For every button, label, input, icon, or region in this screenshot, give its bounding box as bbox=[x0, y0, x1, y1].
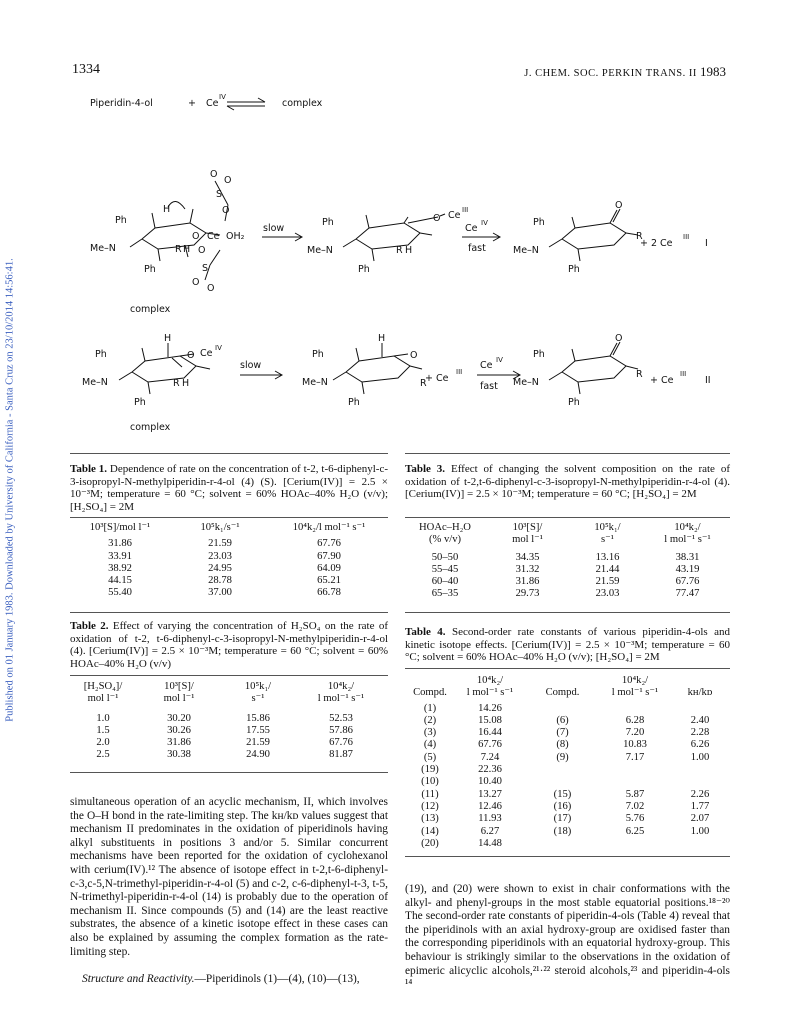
table-cell: 38.31 bbox=[675, 551, 700, 563]
download-notice: Published on 01 January 1983. Downloaded by University of California - Santa Cruz on 23/10/2014 14:56:41. bbox=[4, 258, 16, 722]
table4-header bbox=[525, 675, 600, 687]
s1-ce: Ce bbox=[207, 231, 220, 242]
eq-plus: + bbox=[188, 98, 196, 109]
table-cell: (17) bbox=[553, 813, 572, 825]
table-cell: 10.83 bbox=[623, 739, 647, 751]
table2-header: [H₂SO₄]/ bbox=[83, 681, 123, 692]
table-row bbox=[405, 703, 730, 715]
table-cell: 67.76 bbox=[675, 576, 700, 588]
eq-reactant: Piperidin-4-ol bbox=[90, 98, 153, 109]
s1-ph-bottom: Ph bbox=[144, 264, 156, 275]
table-cell: 52.53 bbox=[329, 712, 353, 724]
table-cell bbox=[670, 776, 730, 788]
table-cell: 31.86 bbox=[515, 576, 540, 588]
p1-r: R bbox=[636, 231, 643, 242]
table3-header: s⁻¹ bbox=[601, 534, 614, 546]
slow-label-1: slow bbox=[263, 223, 285, 234]
table-row bbox=[70, 725, 388, 737]
table-cell: 6.26 bbox=[690, 739, 710, 751]
table2-header: 10³[S]/ bbox=[164, 681, 194, 692]
table-row bbox=[405, 813, 730, 825]
s1-h2: H bbox=[183, 244, 191, 255]
r2b-h: H bbox=[378, 333, 386, 344]
table-cell: 2.5 bbox=[96, 749, 110, 761]
table-row bbox=[405, 564, 730, 576]
table-cell: (9) bbox=[556, 751, 569, 763]
p1-ph-top: Ph bbox=[533, 217, 545, 228]
table2-header: mol l⁻¹ bbox=[163, 693, 195, 705]
table2-header: 10⁴k₂/ bbox=[327, 681, 355, 692]
table-cell: 55–45 bbox=[431, 563, 459, 575]
path-II-mid-ox: III bbox=[456, 368, 463, 376]
table-cell: 67.90 bbox=[317, 550, 341, 562]
table-cell: 29.73 bbox=[515, 588, 540, 600]
table2-rule-top bbox=[70, 675, 388, 676]
table-cell bbox=[670, 703, 730, 715]
table-cell: (2) bbox=[423, 714, 437, 726]
table-cell: 77.47 bbox=[675, 588, 700, 600]
table2 bbox=[70, 681, 388, 762]
table-row bbox=[405, 838, 730, 850]
fast-label-1: fast bbox=[468, 243, 486, 254]
table3-header: l mol⁻¹ s⁻¹ bbox=[664, 534, 711, 546]
table3-header: mol l⁻¹ bbox=[512, 534, 543, 546]
table4 bbox=[405, 675, 730, 850]
table1-label: Table 1. bbox=[70, 463, 108, 475]
table-cell: 1.00 bbox=[690, 751, 710, 763]
table-row bbox=[70, 749, 388, 761]
table-cell: 1.77 bbox=[690, 800, 710, 812]
table-cell: 11.93 bbox=[478, 813, 502, 825]
table1-rule-bottom bbox=[70, 612, 388, 613]
s1-men: Me–N bbox=[90, 243, 116, 254]
s2-ph-bottom: Ph bbox=[358, 264, 370, 275]
table3-header: 10⁵k₁/ bbox=[594, 522, 621, 533]
s2-men: Me–N bbox=[307, 245, 333, 256]
r2b-ph-bottom: Ph bbox=[348, 397, 360, 408]
body-text-left-2 bbox=[70, 973, 388, 987]
table-row bbox=[405, 588, 730, 600]
table3-header: 10⁴k₂/ bbox=[674, 522, 701, 533]
p1-ph-bottom: Ph bbox=[568, 264, 580, 275]
r2-ph-bottom: Ph bbox=[134, 397, 146, 408]
table-cell: 65–35 bbox=[431, 588, 459, 600]
table-cell: 30.38 bbox=[167, 749, 191, 761]
r2-ce-ox: IV bbox=[215, 344, 222, 352]
table-cell: 31.86 bbox=[167, 737, 191, 749]
table-cell: (6) bbox=[556, 714, 569, 726]
table2-label: Table 2. bbox=[70, 620, 109, 632]
table-cell: (11) bbox=[421, 788, 439, 800]
table-cell: 5.87 bbox=[625, 788, 645, 800]
path-II-product: + Ce bbox=[650, 375, 674, 386]
table-cell: (14) bbox=[421, 825, 439, 837]
table-cell bbox=[525, 703, 600, 715]
table-cell: 23.03 bbox=[208, 550, 232, 562]
table-cell: 28.78 bbox=[208, 575, 232, 587]
table3-header: HOAc–H₂O bbox=[419, 522, 471, 533]
table-cell: 5.76 bbox=[625, 813, 645, 825]
table-cell: (5) bbox=[423, 751, 437, 763]
table-cell: 2.28 bbox=[690, 727, 710, 739]
table-cell: 12.46 bbox=[478, 800, 502, 812]
rule-right-top bbox=[405, 453, 730, 454]
table-cell: (10) bbox=[421, 776, 439, 788]
table4-caption bbox=[405, 626, 730, 664]
r2b-o: O bbox=[410, 350, 418, 361]
table-cell: 15.86 bbox=[246, 712, 270, 724]
table-row bbox=[405, 752, 730, 764]
download-watermark bbox=[2, 150, 18, 830]
roman-I: I bbox=[705, 238, 708, 249]
table-row bbox=[405, 576, 730, 588]
table-cell: 21.59 bbox=[246, 737, 270, 749]
table-cell bbox=[525, 838, 600, 850]
table-cell: 6.25 bbox=[625, 825, 645, 837]
table-cell: 7.24 bbox=[480, 751, 500, 763]
table-cell: 2.26 bbox=[690, 788, 710, 800]
table3-header: 10³[S]/ bbox=[512, 522, 543, 533]
table-cell: 21.44 bbox=[595, 563, 620, 575]
reaction-scheme bbox=[60, 85, 740, 440]
table-cell: 1.00 bbox=[690, 825, 710, 837]
p2-o: O bbox=[615, 333, 623, 344]
p1-men: Me–N bbox=[513, 245, 539, 256]
table-cell: 57.86 bbox=[329, 724, 353, 736]
table-cell: 2.40 bbox=[690, 714, 710, 726]
table4-header: kʜ/kᴅ bbox=[687, 687, 713, 699]
journal-name: J. CHEM. SOC. PERKIN TRANS. II bbox=[524, 68, 697, 79]
table-cell: 17.55 bbox=[246, 724, 270, 736]
s2-ph-top: Ph bbox=[322, 217, 334, 228]
table-row bbox=[405, 739, 730, 751]
p2-ph-top: Ph bbox=[533, 349, 545, 360]
table-row bbox=[70, 587, 388, 599]
fast-ce-1: Ce bbox=[465, 223, 478, 234]
table-cell: (15) bbox=[553, 788, 572, 800]
fast-label-2: fast bbox=[480, 381, 498, 392]
section-heading: Structure and Reactivity. bbox=[82, 973, 195, 985]
table-cell bbox=[600, 776, 670, 788]
table4-header bbox=[670, 675, 730, 687]
table3 bbox=[405, 522, 730, 601]
table-cell: 10.40 bbox=[478, 776, 502, 788]
table4-rule-bottom bbox=[405, 856, 730, 857]
table-row bbox=[405, 715, 730, 727]
table-row bbox=[405, 801, 730, 813]
table-cell: (8) bbox=[556, 739, 569, 751]
r2-o: O bbox=[187, 350, 195, 361]
fast-ce-2: Ce bbox=[480, 360, 493, 371]
table-cell: (1) bbox=[423, 702, 437, 714]
fast-ce-ox-1: IV bbox=[481, 219, 488, 227]
table-cell: 21.59 bbox=[595, 576, 620, 588]
path-I-product: + 2 Ce bbox=[640, 238, 673, 249]
page-number: 1334 bbox=[72, 62, 100, 77]
s1-o-bottom2: O bbox=[207, 283, 215, 294]
table-cell: 64.09 bbox=[317, 562, 341, 574]
p2-men: Me–N bbox=[513, 377, 539, 388]
table-cell: 37.00 bbox=[208, 587, 232, 599]
roman-II: II bbox=[705, 375, 711, 386]
table-cell bbox=[525, 776, 600, 788]
table-cell: 23.03 bbox=[595, 588, 620, 600]
table2-header: s⁻¹ bbox=[251, 693, 265, 705]
table-row bbox=[405, 552, 730, 564]
table1-header: 10⁵k₁/s⁻¹ bbox=[200, 522, 240, 533]
table-cell: (4) bbox=[423, 739, 437, 751]
rule-left-top bbox=[70, 453, 388, 454]
table-cell: 6.28 bbox=[625, 714, 645, 726]
table4-header: Compd. bbox=[413, 687, 447, 699]
table-cell: 22.36 bbox=[478, 764, 502, 776]
path-I-ce-ox: III bbox=[683, 233, 690, 241]
eq-product: complex bbox=[282, 98, 323, 109]
s2-o: O bbox=[433, 213, 441, 224]
table-cell: 65.21 bbox=[317, 575, 341, 587]
table1-caption-text: Dependence of rate on the concentration of t-2, t-6-diphenyl-c-3-isopropyl-N-methylpiperidin-r-4-ol (4) (S). [Cerium(IV)] = 2.5 × 10⁻³M; temperature = 60 °C; solvent = 60% HOAc–40% H₂O (v/v); [H₂SO₄] = 2M bbox=[70, 463, 389, 513]
table-cell bbox=[525, 764, 600, 776]
table-row bbox=[70, 713, 388, 725]
s1-o-top: O bbox=[210, 169, 218, 180]
s1-s-top: S bbox=[216, 189, 223, 200]
table2-header: l mol⁻¹ s⁻¹ bbox=[317, 693, 365, 705]
table4-header: l mol⁻¹ s⁻¹ bbox=[611, 687, 659, 699]
table1 bbox=[70, 522, 388, 600]
table4-header: l mol⁻¹ s⁻¹ bbox=[466, 687, 514, 699]
s1-o-bottom: O bbox=[192, 277, 200, 288]
table2-header: 10⁵k₁/ bbox=[244, 681, 272, 692]
table-row bbox=[70, 551, 388, 563]
s2-ce-ox: III bbox=[462, 206, 469, 214]
table-cell: 30.26 bbox=[167, 724, 191, 736]
running-head bbox=[524, 64, 726, 80]
table4-label: Table 4. bbox=[405, 626, 446, 638]
table-cell bbox=[670, 838, 730, 850]
table3-caption-text: Effect of changing the solvent composition on the rate of oxidation of t-2,t-6-diphenyl-c-3-isopropyl-N-methylpiperidin-r-4-ol (4). [Cerium(IV)] = 2.5 × 10⁻³M; temperature = 60 °C; [H₂SO₄] = 2M bbox=[405, 463, 731, 501]
table-cell: 7.17 bbox=[625, 751, 645, 763]
table-row bbox=[70, 575, 388, 587]
table2-header: mol l⁻¹ bbox=[87, 693, 119, 705]
paragraph: (19), and (20) were shown to exist in chair conformations with the alkyl- and phenyl-groups in the most stable equatorial positions.¹⁸⁻²⁰ The second-order rate constants of piperidin-4-ols (Table 4) reveal that the piperidinols with an axial hydroxy-group are oxidised faster than the corresponding piperidinols with an equatorial hydroxy-group. This behaviour is strikingly similar to the observations in the oxidation of epimeric alicyclic alcohols,²¹·²² steroid alcohols,²³ and piperidin-4-ols ¹⁴ bbox=[405, 883, 730, 991]
table4-header: 10⁴k₂/ bbox=[621, 675, 649, 686]
s1-r: R bbox=[175, 244, 182, 255]
path-II-mid-product: + Ce bbox=[425, 373, 449, 384]
table4-header: Compd. bbox=[545, 687, 580, 699]
s1-o-mid: O bbox=[222, 205, 230, 216]
eq-cerium-ox: IV bbox=[219, 93, 226, 101]
r2b-r: R bbox=[420, 378, 427, 389]
body-text-left bbox=[70, 796, 388, 959]
table-cell: 2.0 bbox=[96, 737, 110, 749]
s2-h: H bbox=[405, 245, 413, 256]
r2-r: R bbox=[173, 378, 180, 389]
table-cell: 6.27 bbox=[480, 825, 500, 837]
s1-ph-top: Ph bbox=[115, 215, 127, 226]
table-cell: 21.59 bbox=[208, 538, 232, 550]
table-cell: 14.48 bbox=[478, 837, 502, 849]
table2-rule-bottom bbox=[70, 772, 388, 773]
r2-ce: Ce bbox=[200, 348, 213, 359]
table-cell: 67.76 bbox=[317, 538, 341, 550]
table-cell: 30.20 bbox=[167, 712, 191, 724]
r2b-men: Me–N bbox=[302, 377, 328, 388]
table-cell: 67.76 bbox=[478, 739, 502, 751]
paragraph: simultaneous operation of an acyclic mechanism, II, which involves the O–H bond in the rate-limiting step. The kʜ/kᴅ values suggest that mechanism II predominates in the oxidation of piperidinols having alkyl substituents in positions 3 and/or 5. Similar concurrent mechanisms have been reported for the oxidation of cyclohexanol with cerium(IV).¹² The absence of isotope effect in t-2,t-6-diphenyl-c-3,c-5,N-trimethyl-piperidin-r-4-ol (5) and c-2, c-6-diphenyl-t-3, t-5, N-trimethyl-piperidin-r-4-ol (14) is probably due to the operation of mechanism II. Since compounds (5) and (14) are the least reactive substrates, the absence of a kinetic isotope effect in these cases can also be explained by assuming the complex formation as the rate-limiting step. bbox=[70, 796, 388, 958]
table-row bbox=[405, 764, 730, 776]
table-cell: 38.92 bbox=[108, 562, 132, 574]
s1-o-low: O bbox=[198, 245, 206, 256]
table-cell: 1.5 bbox=[96, 724, 110, 736]
table-cell: 1.0 bbox=[96, 712, 110, 724]
table-cell: (7) bbox=[556, 727, 569, 739]
table-cell: 50–50 bbox=[431, 551, 459, 563]
table-cell: 31.32 bbox=[515, 563, 540, 575]
table-cell: 43.19 bbox=[675, 563, 700, 575]
fast-ce-ox-2: IV bbox=[496, 356, 503, 364]
table-cell: 24.90 bbox=[246, 749, 270, 761]
eq-cerium: Ce bbox=[206, 98, 219, 109]
table-cell: 55.40 bbox=[108, 587, 132, 599]
table-cell bbox=[600, 764, 670, 776]
table-cell: 15.08 bbox=[478, 714, 502, 726]
table-row bbox=[70, 538, 388, 550]
r2-men: Me–N bbox=[82, 377, 108, 388]
p1-o: O bbox=[615, 200, 623, 211]
s1-h: H bbox=[163, 204, 171, 215]
r2-ph-top: Ph bbox=[95, 349, 107, 360]
table-cell: 34.35 bbox=[515, 551, 540, 563]
table-cell: 7.20 bbox=[625, 727, 645, 739]
r2-h: H bbox=[164, 333, 172, 344]
table-cell: 60–40 bbox=[431, 576, 459, 588]
r2-h2: H bbox=[182, 378, 190, 389]
complex-label-2: complex bbox=[130, 422, 171, 433]
table-cell: (3) bbox=[423, 727, 437, 739]
table-cell: 13.27 bbox=[478, 788, 502, 800]
table-cell: 31.86 bbox=[108, 538, 132, 550]
path-II-ce-ox: III bbox=[680, 370, 687, 378]
r2b-ph-top: Ph bbox=[312, 349, 324, 360]
table3-label: Table 3. bbox=[405, 463, 446, 475]
s2-r: R bbox=[396, 245, 403, 256]
table-cell: (13) bbox=[421, 813, 439, 825]
table-cell: (12) bbox=[421, 800, 439, 812]
table-cell: (18) bbox=[553, 825, 572, 837]
table1-rule-top bbox=[70, 517, 388, 518]
table-cell: 16.44 bbox=[478, 727, 502, 739]
table-cell: 13.16 bbox=[595, 551, 620, 563]
table-cell: (19) bbox=[421, 764, 439, 776]
table-cell: 2.07 bbox=[690, 813, 710, 825]
table4-header: 10⁴k₂/ bbox=[476, 675, 504, 686]
p2-r: R bbox=[636, 369, 643, 380]
table-cell: 7.02 bbox=[625, 800, 645, 812]
slow-label-2: slow bbox=[240, 360, 262, 371]
s1-o-link: O bbox=[192, 231, 200, 242]
table-row bbox=[70, 563, 388, 575]
table-cell: 66.78 bbox=[317, 587, 341, 599]
table2-caption bbox=[70, 620, 388, 670]
table2-caption-text: Effect of varying the concentration of H₂SO₄ on the rate of oxidation of t-2, t-6-diphenyl-c-3-isopropyl-N-methylpiperidin-r-4-ol (4). [Cerium(IV)] = 2.5 × 10⁻³M; temperature = 60 °C; solvent = 60% HOAc–40% H₂O (v/v) bbox=[70, 620, 389, 670]
table-cell bbox=[600, 703, 670, 715]
complex-label-1: complex bbox=[130, 304, 171, 315]
table1-header: 10³[S]/mol l⁻¹ bbox=[89, 522, 151, 533]
p2-ph-bottom: Ph bbox=[568, 397, 580, 408]
table-cell bbox=[670, 764, 730, 776]
table1-header: 10⁴k₂/l mol⁻¹ s⁻¹ bbox=[292, 522, 366, 533]
table-cell: 81.87 bbox=[329, 749, 353, 761]
table-cell: 33.91 bbox=[108, 550, 132, 562]
table-cell: 14.26 bbox=[478, 702, 502, 714]
table3-header: (% v/v) bbox=[428, 534, 462, 546]
body-text-right bbox=[405, 883, 730, 992]
table4-rule-top bbox=[405, 668, 730, 669]
table-row bbox=[405, 727, 730, 739]
table3-rule-bottom bbox=[405, 612, 730, 613]
s1-s-bottom: S bbox=[202, 263, 209, 274]
table-row bbox=[70, 737, 388, 749]
table-cell: 44.15 bbox=[108, 575, 132, 587]
s1-o-top2: O bbox=[224, 175, 232, 186]
table3-caption bbox=[405, 463, 730, 501]
s1-oh2: OH₂ bbox=[226, 231, 245, 242]
table-cell: (16) bbox=[553, 800, 572, 812]
table-row bbox=[405, 789, 730, 801]
table-row bbox=[405, 776, 730, 788]
table1-caption bbox=[70, 463, 388, 513]
table-cell: (20) bbox=[421, 837, 439, 849]
table4-caption-text: Second-order rate constants of various piperidin-4-ols and kinetic isotope effects. [Cerium(IV)] = 2.5 × 10⁻³M; temperature = 60 °C; solvent = 60% HOAc–40% H₂O (v/v); [H₂SO₄] = 2M bbox=[405, 626, 730, 664]
s2-ce: Ce bbox=[448, 210, 461, 221]
journal-year: 1983 bbox=[700, 64, 726, 79]
table4-header bbox=[405, 675, 455, 687]
table-cell: 67.76 bbox=[329, 737, 353, 749]
table-row bbox=[405, 826, 730, 838]
paragraph: —Piperidinols (1)—(4), (10)—(13), bbox=[194, 973, 360, 985]
table-cell bbox=[600, 838, 670, 850]
table3-rule-top bbox=[405, 517, 730, 518]
table-cell: 24.95 bbox=[208, 562, 232, 574]
